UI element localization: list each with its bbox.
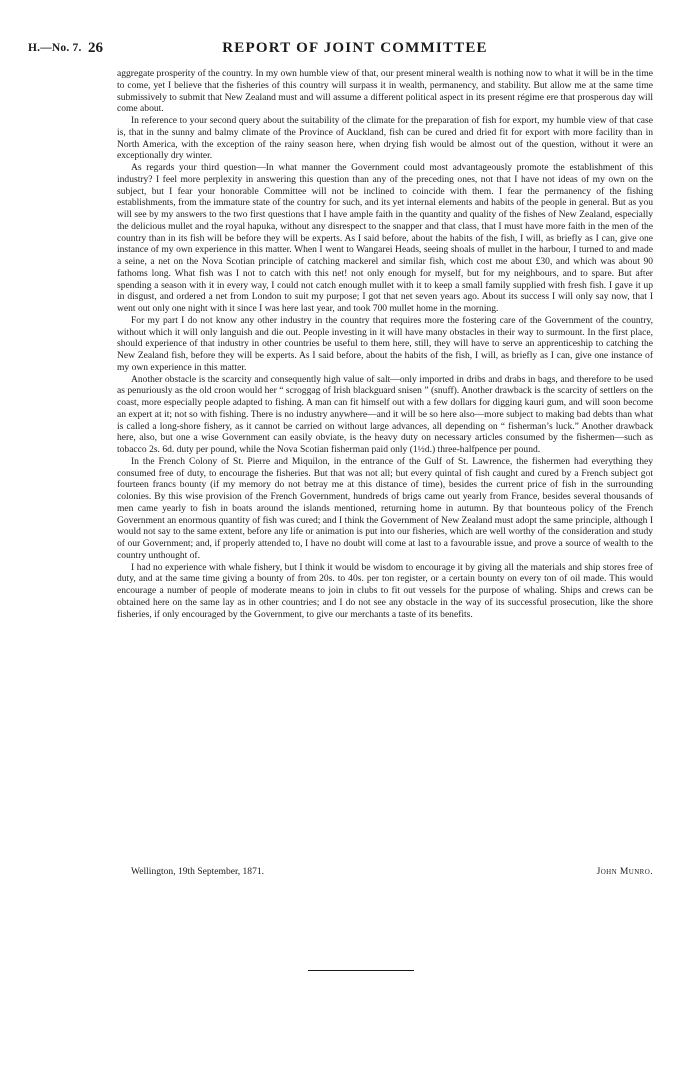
report-body (117, 68, 653, 620)
page-header (28, 42, 672, 58)
page-number: 26 (88, 40, 103, 56)
end-rule-divider (308, 970, 414, 971)
paragraph: In reference to your second query about the suitability of the climate for the preparation of fish for export, my humble view of that case is, that in the sunny and balmy climate of the Province of Auckland, fish can be cured and dried fit for export with more facility than in North America, with the exception of the rainy season here, when drying fish would be almost out of the question, without it were an exceptionally dry winter. (117, 115, 653, 162)
running-title: REPORT OF JOINT COMMITTEE (222, 40, 488, 56)
paragraph: As regards your third question—In what manner the Government could most advantageously promote the establishment of this industry? I feel more perplexity in answering this question than any of the preceding ones, not that I have not ideas of my own on the subject, but I fear your honorable Committee will not be inclined to coincide with them. I fear the permanency of the fishing establishments, from the immature state of the country for such, and its yet internal elements and habits of the people in general. But as you will see by my answers to the two first questions that I have ample faith in the quantity and quality of the fishes of New Zealand, especially the delicious mullet and the royal hapuka, without any disrespect to the snapper and that class, that I must have more faith in the men of the country than in its fish will be before they will be experts. As I said before, about the habits of the fish, I will, as briefly as I can, give one instance of my own experience in this matter. When I went to Wangarei Heads, seeing shoals of mullet in the harbour, I turned to and made a seine, a net on the Nova Scotian principle of catching mackerel and similar fish, which cost me about £30, and which was about 90 fathoms long. What fish was I not to catch with this net! not only enough for myself, but for my neighbours, and to spare. But after spending a season with it in every way, I could not catch enough mullet with it to keep a small family supplied with fresh fish. I gave it up in disgust, and ordered a net from London to suit my purpose; I got that net seven years ago. About its success I will only say now, that I went out only one night with it since I was here last year, and took 700 mullet home in the morning. (117, 162, 653, 314)
paragraph: Another obstacle is the scarcity and consequently high value of salt—only imported in dribs and drabs in bags, and therefore to be used as penuriously as the old croon would her “ scroggag of Irish blackguard snisen ” (snuff). Another drawback is the scarcity of settlers on the coast, more especially people adapted to fishing. A man can fit himself out with a few dollars for digging kauri gum, and will soon become an expert at it; not so with fishing. There is no industry anywhere—and it will be so here also—more subject to making bad debts than what is called a long-shore fishery, as it cannot be carried on without large advances, all depending on “ fisherman’s luck.” Another drawback here, also, but one a wise Government can easily obviate, is the heavy duty on necessary articles consumed by the fishermen—such as tobacco 2s. 6d. duty per pound, while the Nova Scotian fisherman paid only (1½d.) three-halfpence per pound. (117, 373, 653, 455)
signature: John Munro. (596, 866, 653, 877)
paragraph: aggregate prosperity of the country. In my own humble view of that, our present mineral wealth is nothing now to what it will be in the time to come, yet I believe that the fisheries of this country will surpass it in wealth, permanency, and stability. But allow me at the same time submissively to submit that New Zealand must and will assume a different political aspect in its present régime ere that prosperous day will come about. (117, 68, 653, 115)
letter-closing (131, 866, 653, 878)
paragraph: I had no experience with whale fishery, but I think it would be wisdom to encourage it by giving all the materials and ship stores free of duty, and at the same time giving a bounty of from 20s. to 40s. per ton register, or a certain bounty on every ton of oil made. This would encourage a number of people of moderate means to join in clubs to fit out vessels for the purpose of whaling. Ships and crews can be obtained here on the same lay as in other countries; and I do not see any obstacle in the way of its successful prosecution, like the shore fisheries, if only encouraged by the Government, to give our merchants a taste of its benefits. (117, 561, 653, 620)
paragraph: For my part I do not know any other industry in the country that requires more the fostering care of the Government of the country, without which it will only languish and die out. People investing in it will have many obstacles in their way to surmount. In the first place, should experience of that industry in other countries be useful to them here, still, they will have to serve an apprenticeship to catching the New Zealand fish, before they will be experts. As I said before, about the habits of the fish, I will, as briefly as I can, give one instance of my own experience in this matter. (117, 314, 653, 373)
paragraph: In the French Colony of St. Pierre and Miquilon, in the entrance of the Gulf of St. Lawrence, the fishermen had everything they consumed free of duty, to encourage the fisheries. But that was not all; but every quintal of fish caught and cured by a French subject got fourteen francs bounty (if my memory do not betray me at this distance of time), besides the current price of fish in the surrounding colonies. By this wise provision of the French Government, hundreds of brigs came out yearly from France, besides several thousands of men came yearly to fish in boats around the islands mentioned, returning home in autumn. By that bounteous policy of the French Government an enormous quantity of fish was cured; and I think the Government of New Zealand must adopt the same principle, although I would not say to the same extent, before any life or animation is put into our fisheries, which are well worthy of the consideration and study of our Government; and, if properly attended to, I have no doubt will come at last to a favourable issue, and prove a source of wealth to the country unthought of. (117, 455, 653, 561)
place-and-date: Wellington, 19th September, 1871. (131, 866, 265, 877)
document-reference: H.—No. 7. (28, 42, 82, 54)
